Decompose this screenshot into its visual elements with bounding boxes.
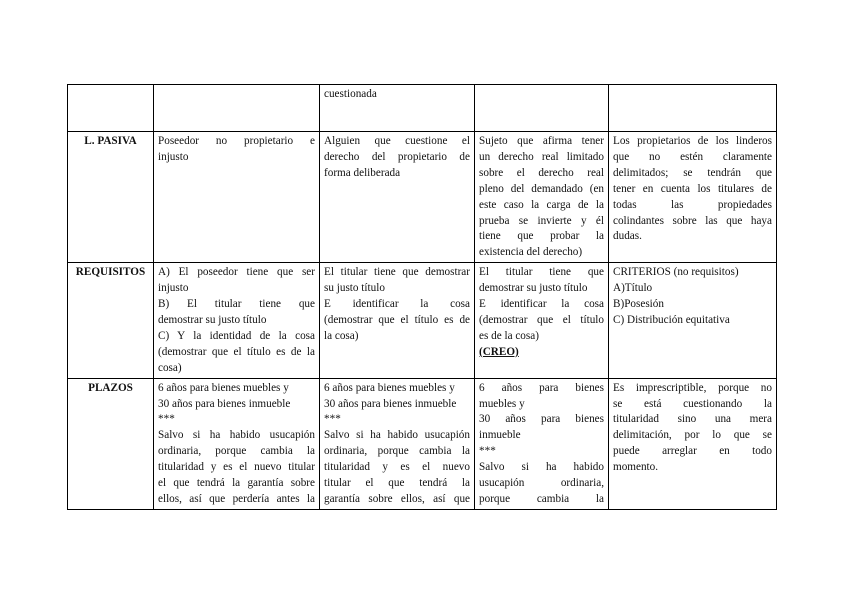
text-line: tener en cuenta los titulares de	[613, 182, 772, 195]
text-line: C) Distribución equitativa	[613, 313, 730, 326]
text-line: Alguien que cuestione el	[324, 135, 470, 147]
text-line: 6 años para bienes	[479, 381, 604, 394]
cell-requisitos-col4	[609, 263, 777, 378]
text-line: 6 años para bienes muebles y	[324, 381, 455, 394]
text-line: Salvo si ha habido usucapión	[324, 429, 470, 442]
creo-emphasis: (CREO)	[479, 345, 519, 358]
row-label-pasiva: L. PASIVA	[68, 132, 154, 263]
text-line: titularidad sino una mera	[613, 413, 772, 426]
text-line: que no estén claramente	[613, 150, 772, 163]
cell-col2: cuestionada	[320, 85, 475, 132]
text-line: delimitación, por lo que se	[613, 429, 772, 442]
text-line: porque cambia la	[479, 492, 604, 505]
text-line: El titular tiene que demostrar	[324, 266, 470, 279]
text-line: prueba se invierte y él	[479, 214, 604, 227]
text-line: E identificar la cosa	[479, 298, 604, 311]
text-line: forma deliberada	[324, 166, 401, 179]
row-label-plazos: PLAZOS	[68, 378, 154, 509]
text-line: es de la cosa)	[479, 329, 539, 342]
text-line: ordinaria, porque cambia la	[324, 445, 470, 458]
text-line: ***	[324, 413, 341, 426]
text-line: puede arreglar en todo	[613, 445, 772, 458]
text-line: todas las propiedades	[613, 198, 772, 211]
text-line: titularidad y es el nuevo	[324, 461, 470, 474]
text-line: delimitados; se tendrán que	[613, 166, 772, 179]
text-line: la cosa)	[324, 329, 359, 342]
text-line: (demostrar que el título	[479, 313, 604, 326]
text-line: Salvo si ha habido	[479, 461, 604, 474]
text-line: El titular tiene que	[479, 266, 604, 279]
text-line: demostrar su justo título	[158, 313, 267, 326]
table-row-requisitos	[68, 263, 777, 378]
text-line: el que tendrá la garantía sobre	[158, 477, 315, 490]
table-row-plazos	[68, 378, 777, 509]
text-line: derecho del propietario de	[324, 150, 470, 163]
text-line: pleno del demandado (en	[479, 182, 604, 195]
text-line: C) Y la identidad de la cosa	[158, 329, 315, 342]
text-line: Salvo si ha habido usucapión	[158, 429, 315, 442]
cell-pasiva-col1	[154, 132, 320, 263]
cell-requisitos-col3	[475, 263, 609, 378]
text-line: este caso la carga de la	[479, 198, 604, 211]
text-line: B)Posesión	[613, 298, 664, 311]
text-line: ***	[479, 445, 496, 458]
text-line: 6 años para bienes muebles y	[158, 381, 289, 394]
cell-plazos-col1	[154, 378, 320, 509]
cell-plazos-col4	[609, 378, 777, 509]
table-row-pasiva	[68, 132, 777, 263]
text-line: ordinaria, porque cambia la	[158, 445, 315, 458]
text-line: muebles y	[479, 397, 525, 410]
row-label-requisitos: REQUISITOS	[68, 263, 154, 378]
text-line: su justo título	[324, 282, 385, 295]
text-line: ellos, así que perdería antes la	[158, 492, 315, 505]
text-line: titularidad y es el nuevo titular	[158, 461, 315, 474]
text-line: usucapión ordinaria,	[479, 477, 604, 490]
text-line: existencia del derecho)	[479, 246, 583, 259]
text-line: un derecho real limitado	[479, 150, 604, 163]
text-line: A)Título	[613, 282, 653, 295]
text-line: inmueble	[479, 429, 521, 442]
text-line: 30 años para bienes	[479, 413, 604, 426]
text-line: E identificar la cosa	[324, 298, 470, 311]
text-line: sobre el derecho real	[479, 166, 604, 179]
cell-plazos-col3	[475, 378, 609, 509]
text-line: se está cuestionando la	[613, 397, 772, 410]
cell-pasiva-col3	[475, 132, 609, 263]
text-line: Poseedor no propietario e	[158, 135, 315, 147]
cell-pasiva-col2	[320, 132, 475, 263]
text-line: titular el que tendrá la	[324, 477, 470, 490]
cell-col4	[609, 85, 777, 132]
cell-pasiva-col4	[609, 132, 777, 263]
cell-col1	[154, 85, 320, 132]
cell-col3	[475, 85, 609, 132]
text-line: cosa)	[158, 361, 182, 374]
text-line: ***	[158, 413, 175, 426]
text-line: demostrar su justo título	[479, 282, 588, 295]
text-line: Los propietarios de los linderos	[613, 135, 772, 147]
text-line: A) El poseedor tiene que ser	[158, 266, 315, 279]
table-row-continuation	[68, 85, 777, 132]
text-line: colindantes sobre las que haya	[613, 214, 772, 227]
text-line: (demostrar que el título es de la	[158, 345, 315, 358]
text-line: 30 años para bienes inmueble	[324, 397, 457, 410]
text-line: dudas.	[613, 230, 642, 243]
text-line: B) El titular tiene que	[158, 298, 315, 311]
text-line: momento.	[613, 461, 659, 474]
text-line: (demostrar que el título es de	[324, 313, 470, 326]
cell-requisitos-col2	[320, 263, 475, 378]
text-line: injusto	[158, 150, 189, 163]
text-line: CRITERIOS (no requisitos)	[613, 266, 739, 279]
cell-requisitos-col1	[154, 263, 320, 378]
text-line: Es imprescriptible, porque no	[613, 381, 772, 394]
text-line: injusto	[158, 282, 189, 295]
text-line: tiene que probar la	[479, 230, 604, 243]
text-line: garantía sobre ellos, así que	[324, 492, 470, 505]
comparison-table	[67, 84, 777, 510]
cell-label	[68, 85, 154, 132]
text-line: Sujeto que afirma tener	[479, 135, 604, 147]
cell-plazos-col2	[320, 378, 475, 509]
text-line: 30 años para bienes inmueble	[158, 397, 291, 410]
